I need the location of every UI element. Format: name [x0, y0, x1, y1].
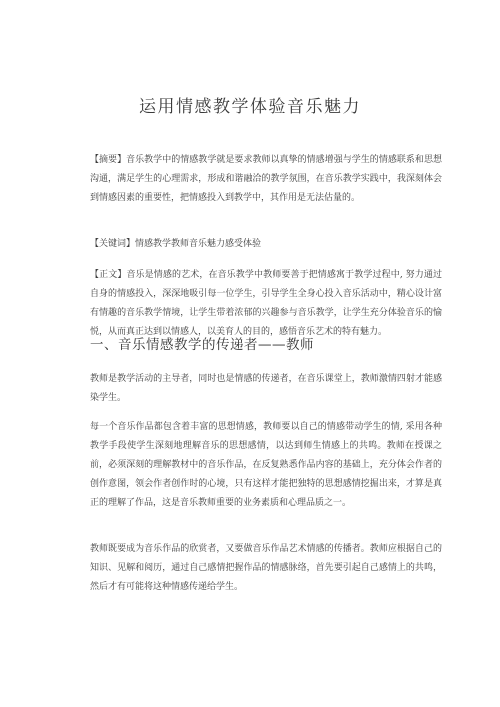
section-1-heading: 一、音乐情感教学的传递者——教师	[90, 337, 314, 353]
abstract-paragraph: 【摘要】音乐教学中的情感教学就是要求教师以真挚的情感增强与学生的情感联系和思想沟通，满足学生的心理需求，形成和谐融洽的教学氛围，在音乐教学实践中，我深刻体会到情感因素的重要性，把情感投入到教学中，其作用是无法估量的。	[90, 155, 442, 203]
section-1-paragraph-3: 教师既要成为音乐作品的欣赏者，又要做音乐作品艺术情感的传播者。教师应根据自己的知识、见解和阅历，通过自己感情把握作品的情感脉络，首先要引起自己感情上的共鸣，然后才有可能将这种情感传递给学生。	[90, 544, 442, 592]
keywords-paragraph: 【关键词】情感教学教师音乐魅力感受体验	[90, 239, 262, 249]
document-title: 运用情感教学体验音乐魅力	[139, 97, 361, 117]
section-1-paragraph-1: 教师是教学活动的主导者，同时也是情感的传递者，在音乐课堂上，教师激情四射才能感染学生。	[90, 374, 442, 403]
body-intro-paragraph: 【正文】音乐是情感的艺术，在音乐教学中教师要善于把情感寓于教学过程中, 努力通过自身的情感投入，深深地吸引每一位学生，引导学生全身心投入音乐活动中，精心设计富有情趣的音乐教学情境，让学生带着浓郁的兴趣参与音乐教学，让学生充分体验音乐的愉悦，从而真正达到以情感人，以美育人的目的，感悟音乐艺术的特有魅力。	[90, 270, 442, 337]
section-1-paragraph-2: 每一个音乐作品都包含着丰富的思想情感，教师要以自己的情感带动学生的情, 采用各种教学手段使学生深刻地理解音乐的思想感情，以达到师生情感上的共鸣。教师在授课之前，必须深刻的理解教材中的音乐作品，在反复熟悉作品内容的基础上，充分体会作者的创作意图，领会作者创作时的心境，只有这样才能把独特的思想感情挖掘出来，才算是真正的理解了作品，这是音乐教师重要的业务素质和心理品质之一。	[90, 422, 442, 508]
